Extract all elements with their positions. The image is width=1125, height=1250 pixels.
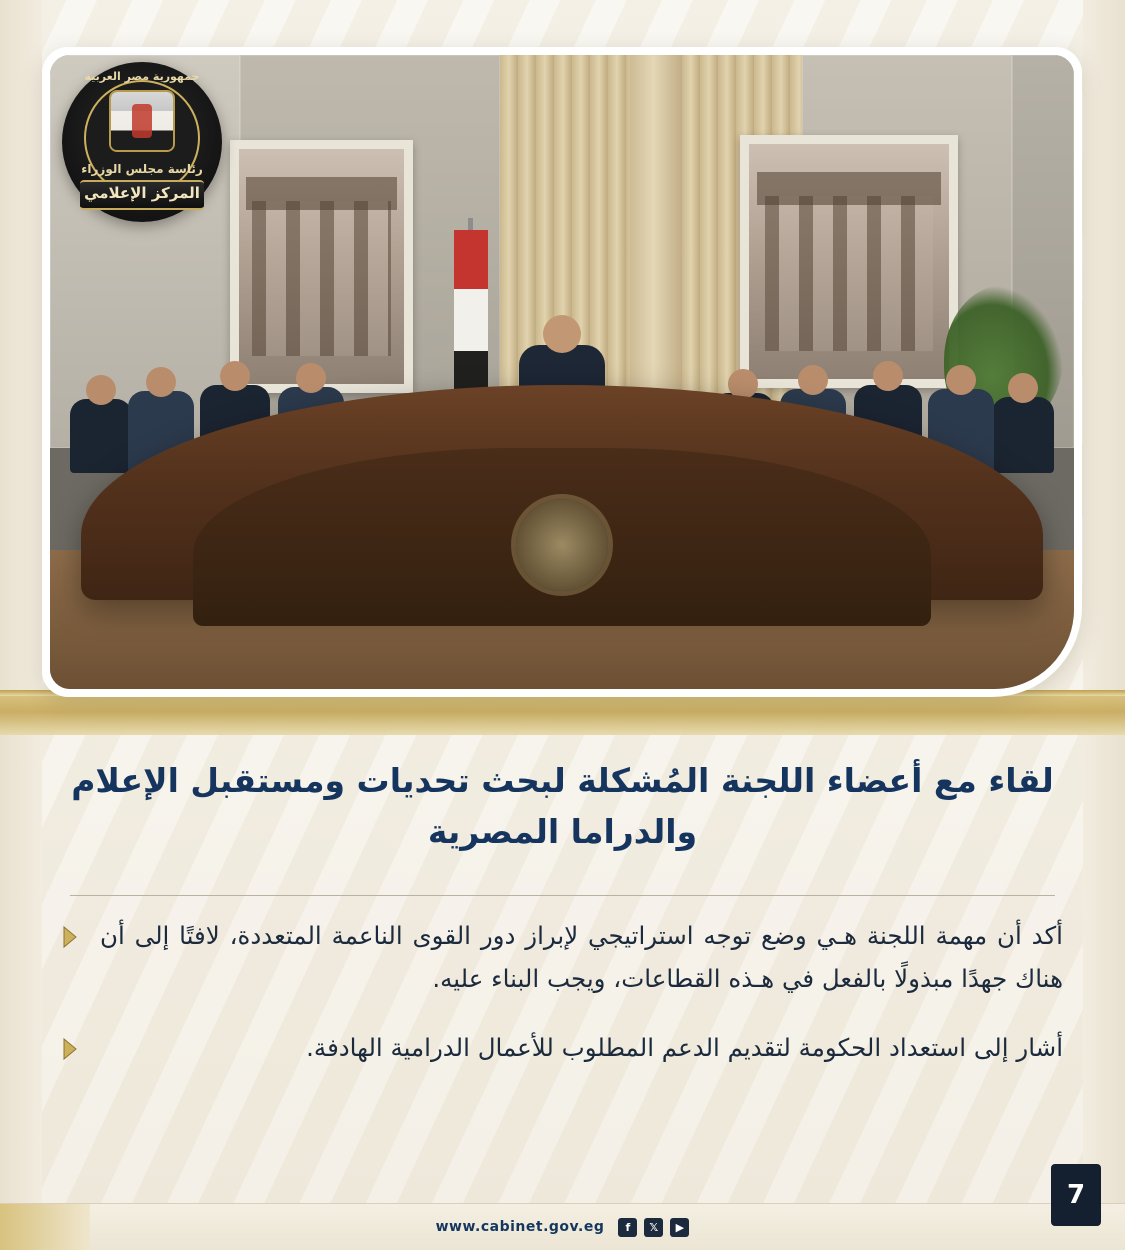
list-item-text: أشار إلى استعداد الحكومة لتقديم الدعم المطلوب للأعمال الدرامية الهادفة. (306, 1032, 1063, 1062)
list-item-text: أكد أن مهمة اللجنة هـي وضع توجه استراتيجي لإبراز دور القوى الناعمة المتعددة، لافتًا إلى أن هناك جهدًا مبذولًا بالفعل في هـذه القطاعات، ويجب البناء عليه. (100, 921, 1063, 993)
x-twitter-icon[interactable]: 𝕏 (644, 1218, 663, 1237)
table-emblem-icon (516, 499, 608, 591)
attendee-figure (70, 399, 132, 473)
youtube-icon[interactable]: ▶ (670, 1218, 689, 1237)
wall-art-left (230, 140, 413, 393)
logo-top-text: جمهورية مصر العربية (84, 70, 200, 83)
background-right-band (1083, 0, 1125, 1250)
list-item (62, 915, 1063, 1001)
social-links (618, 1218, 689, 1237)
background-left-band (0, 0, 42, 1250)
facebook-icon[interactable]: f (618, 1218, 637, 1237)
page-title: لقاء مع أعضاء اللجنة المُشكلة لبحث تحديات ومستقبل الإعلام والدراما المصرية (71, 761, 1054, 852)
list-item (62, 1027, 1063, 1070)
eagle-of-saladin-emblem (111, 92, 173, 150)
logo-bottom-text: المركز الإعلامي (84, 184, 200, 202)
attendee-figure (992, 397, 1054, 473)
gold-divider-strip (0, 693, 1125, 735)
title-divider (70, 895, 1055, 896)
wall-art-right (740, 135, 958, 388)
diamond-bullet-icon (62, 925, 84, 951)
cabinet-media-center-logo (62, 62, 222, 222)
egypt-flag (454, 230, 488, 410)
logo-mid-text: رئاسة مجلس الوزراء (81, 162, 203, 176)
footer (0, 1203, 1125, 1250)
website-url[interactable]: www.cabinet.gov.eg (435, 1219, 605, 1235)
diamond-bullet-icon (62, 1037, 84, 1063)
bullet-list (62, 915, 1063, 1096)
page-number: 7 (1051, 1164, 1101, 1226)
